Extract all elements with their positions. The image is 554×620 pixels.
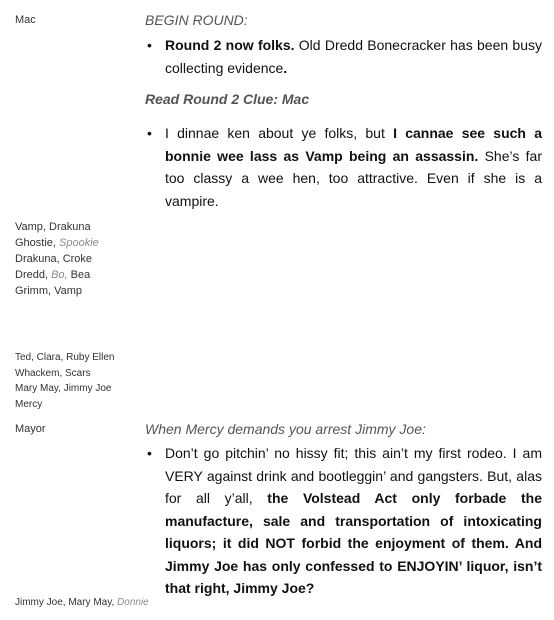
bullet-text: Round 2 now folks. Old Dredd Bonecracker has been busy collecting evidence. [165,37,542,76]
player-line: Dredd, Bo, Bea [15,269,91,281]
player-line: Grimm, Vamp [15,285,83,297]
player-line: Ted, Clara, Ruby Ellen [15,352,115,363]
bottom-player-list: Jimmy Joe, Mary May, Donnie [15,597,149,608]
bullet-item [147,442,542,596]
player-line: Drakuna, Croke [15,253,93,265]
player-list-b [15,350,140,412]
player-line: Mary May, Jimmy Joe [15,383,112,394]
bullet-text: Don’t go pitchin’ no hissy fit; this ain’t my first rodeo. I am VERY against drink and bootleggin’ and gangsters. But, alas for all y’all, the Volstead Act only forbade the manufacture, sale and transportation of intoxicating liquors; it did NOT forbid the enjoyment of them. And Jimmy Joe has only confessed to ENJOYIN’ liquor, isn’t that right, Jimmy Joe? [165,445,542,596]
bullet-item [147,34,542,80]
section-heading-begin-round: BEGIN ROUND: [145,12,248,28]
player-line: Mercy [15,398,43,410]
speaker-note-mayor: Mayor [15,423,46,435]
bullet-icon: • [147,37,152,53]
player-list-a [15,219,140,299]
section-heading-clue: Read Round 2 Clue: Mac [145,91,310,107]
bullet-item [147,122,542,212]
bullet-icon: • [147,125,152,141]
speaker-note-mac: Mac [15,14,36,26]
bullet-icon: • [147,445,152,461]
player-line: Vamp, Drakuna [15,221,91,233]
player-line: Ghostie, Spookie [15,237,99,249]
player-line: Whackem, Scars [15,367,91,379]
bullet-text: I dinnae ken about ye folks, but I cannae see such a bonnie wee lass as Vamp being an assassin. She’s far too classy a wee hen, too attractive. Even if she is a vampire. [165,125,542,209]
section-heading-mercy: When Mercy demands you arrest Jimmy Joe: [145,421,426,437]
